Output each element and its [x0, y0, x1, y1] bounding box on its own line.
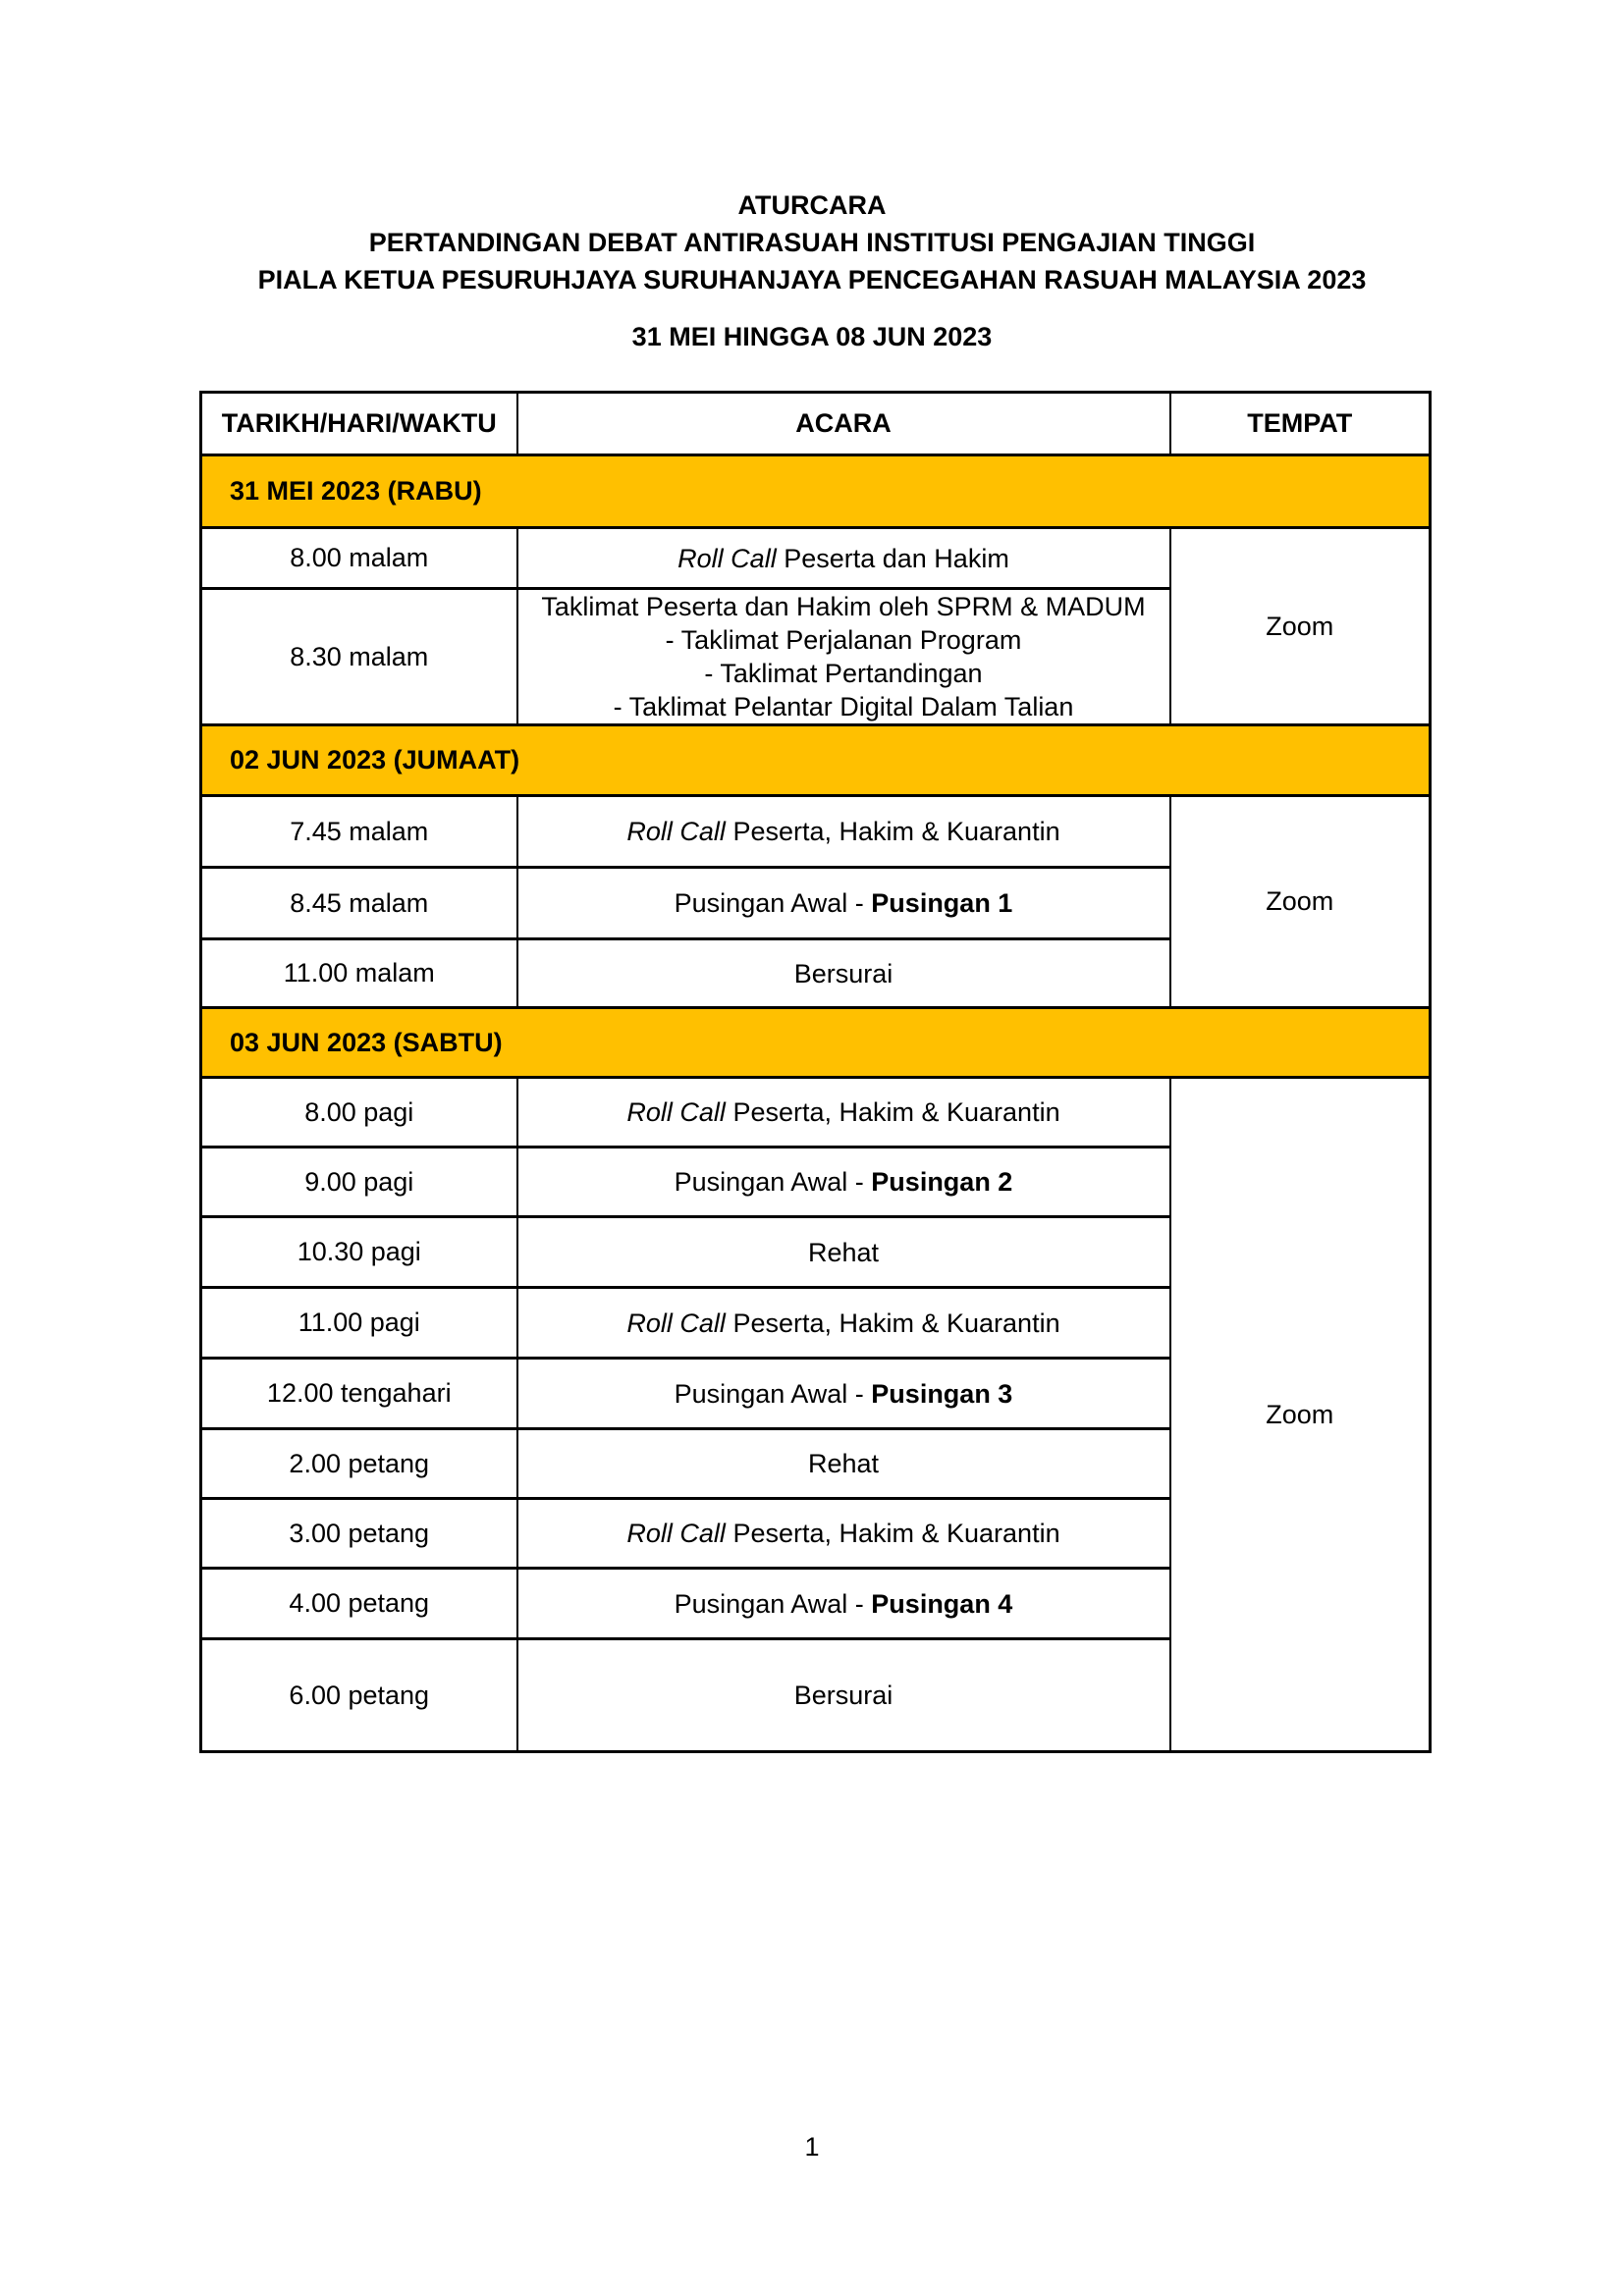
event-segment: Pusingan 3 [871, 1378, 1013, 1409]
time-cell: 3.00 petang [201, 1499, 517, 1569]
event-segment: Roll Call [626, 1097, 726, 1127]
event-segment: Pusingan 2 [871, 1167, 1013, 1197]
venue-cell: Zoom [1170, 796, 1431, 1008]
event-segment: Peserta dan Hakim [776, 543, 1009, 573]
time-cell: 4.00 petang [201, 1569, 517, 1639]
event-segment: Rehat [807, 1237, 880, 1267]
event-segment: Pusingan Awal - [674, 1167, 872, 1197]
event-cell [517, 1639, 1170, 1752]
date-range: 31 MEI HINGGA 08 JUN 2023 [631, 322, 993, 351]
event-cell [517, 1429, 1170, 1499]
event-segment: Peserta, Hakim & Kuarantin [725, 1519, 1060, 1548]
column-header-acara: ACARA [517, 393, 1170, 455]
event-cell [517, 1569, 1170, 1639]
event-segment: Roll Call [626, 1308, 726, 1338]
event-segment: Bersurai [793, 958, 893, 988]
event-cell [517, 1078, 1170, 1148]
document-title [0, 187, 1624, 355]
time-cell: 9.00 pagi [201, 1148, 517, 1217]
event-segment: Pusingan 1 [871, 888, 1013, 918]
section-header-label: 03 JUN 2023 (SABTU) [201, 1008, 1431, 1078]
section-header-row [201, 455, 1431, 528]
event-segment: Roll Call [626, 817, 726, 846]
event-line: - Taklimat Perjalanan Program [665, 625, 1022, 655]
event-cell [517, 796, 1170, 868]
event-segment: Peserta, Hakim & Kuarantin [725, 1308, 1060, 1338]
event-segment: Roll Call [626, 1519, 726, 1548]
time-cell: 8.30 malam [201, 589, 517, 725]
event-cell [517, 528, 1170, 589]
title-line-1: ATURCARA [737, 190, 887, 220]
event-segment: Peserta, Hakim & Kuarantin [725, 817, 1060, 846]
event-line: Taklimat Peserta dan Hakim oleh SPRM & MADUM [541, 592, 1146, 621]
time-cell: 8.00 malam [201, 528, 517, 589]
table-row [201, 796, 1431, 868]
event-segment: Rehat [807, 1449, 880, 1478]
time-cell: 12.00 tengahari [201, 1359, 517, 1429]
event-cell [517, 589, 1170, 725]
event-segment: Pusingan 4 [871, 1588, 1013, 1619]
time-cell: 7.45 malam [201, 796, 517, 868]
time-cell: 8.45 malam [201, 868, 517, 939]
event-segment: Roll Call [677, 543, 777, 573]
title-line-2: PERTANDINGAN DEBAT ANTIRASUAH INSTITUSI PENGAJIAN TINGGI [368, 228, 1256, 257]
event-cell [517, 1288, 1170, 1359]
event-cell [517, 868, 1170, 939]
table-header-row [201, 393, 1431, 455]
time-cell: 11.00 pagi [201, 1288, 517, 1359]
event-segment: Pusingan Awal - [674, 888, 872, 918]
event-segment: Pusingan Awal - [674, 1378, 872, 1409]
event-line: - Taklimat Pertandingan [704, 659, 983, 688]
time-cell: 8.00 pagi [201, 1078, 517, 1148]
event-line: - Taklimat Pelantar Digital Dalam Talian [613, 692, 1074, 721]
section-header-label: 31 MEI 2023 (RABU) [201, 455, 1431, 528]
time-cell: 10.30 pagi [201, 1217, 517, 1288]
time-cell: 2.00 petang [201, 1429, 517, 1499]
section-header-row [201, 1008, 1431, 1078]
page-number: 1 [804, 2132, 820, 2162]
time-cell: 11.00 malam [201, 939, 517, 1008]
event-cell [517, 1217, 1170, 1288]
venue-cell: Zoom [1170, 528, 1431, 725]
event-cell [517, 1359, 1170, 1429]
event-cell [517, 1499, 1170, 1569]
event-cell [517, 1148, 1170, 1217]
event-segment: Bersurai [793, 1681, 893, 1710]
event-segment: Pusingan Awal - [674, 1588, 872, 1619]
section-header-row [201, 725, 1431, 796]
title-line-3: PIALA KETUA PESURUHJAYA SURUHANJAYA PENCEGAHAN RASUAH MALAYSIA 2023 [257, 265, 1367, 294]
table-row [201, 1078, 1431, 1148]
column-header-tempat: TEMPAT [1170, 393, 1431, 455]
section-header-label: 02 JUN 2023 (JUMAAT) [201, 725, 1431, 796]
schedule-table [199, 391, 1432, 1753]
venue-cell: Zoom [1170, 1078, 1431, 1752]
event-cell [517, 939, 1170, 1008]
column-header-tarikh: TARIKH/HARI/WAKTU [201, 393, 517, 455]
time-cell: 6.00 petang [201, 1639, 517, 1752]
event-segment: Peserta, Hakim & Kuarantin [725, 1097, 1060, 1127]
table-row [201, 528, 1431, 589]
